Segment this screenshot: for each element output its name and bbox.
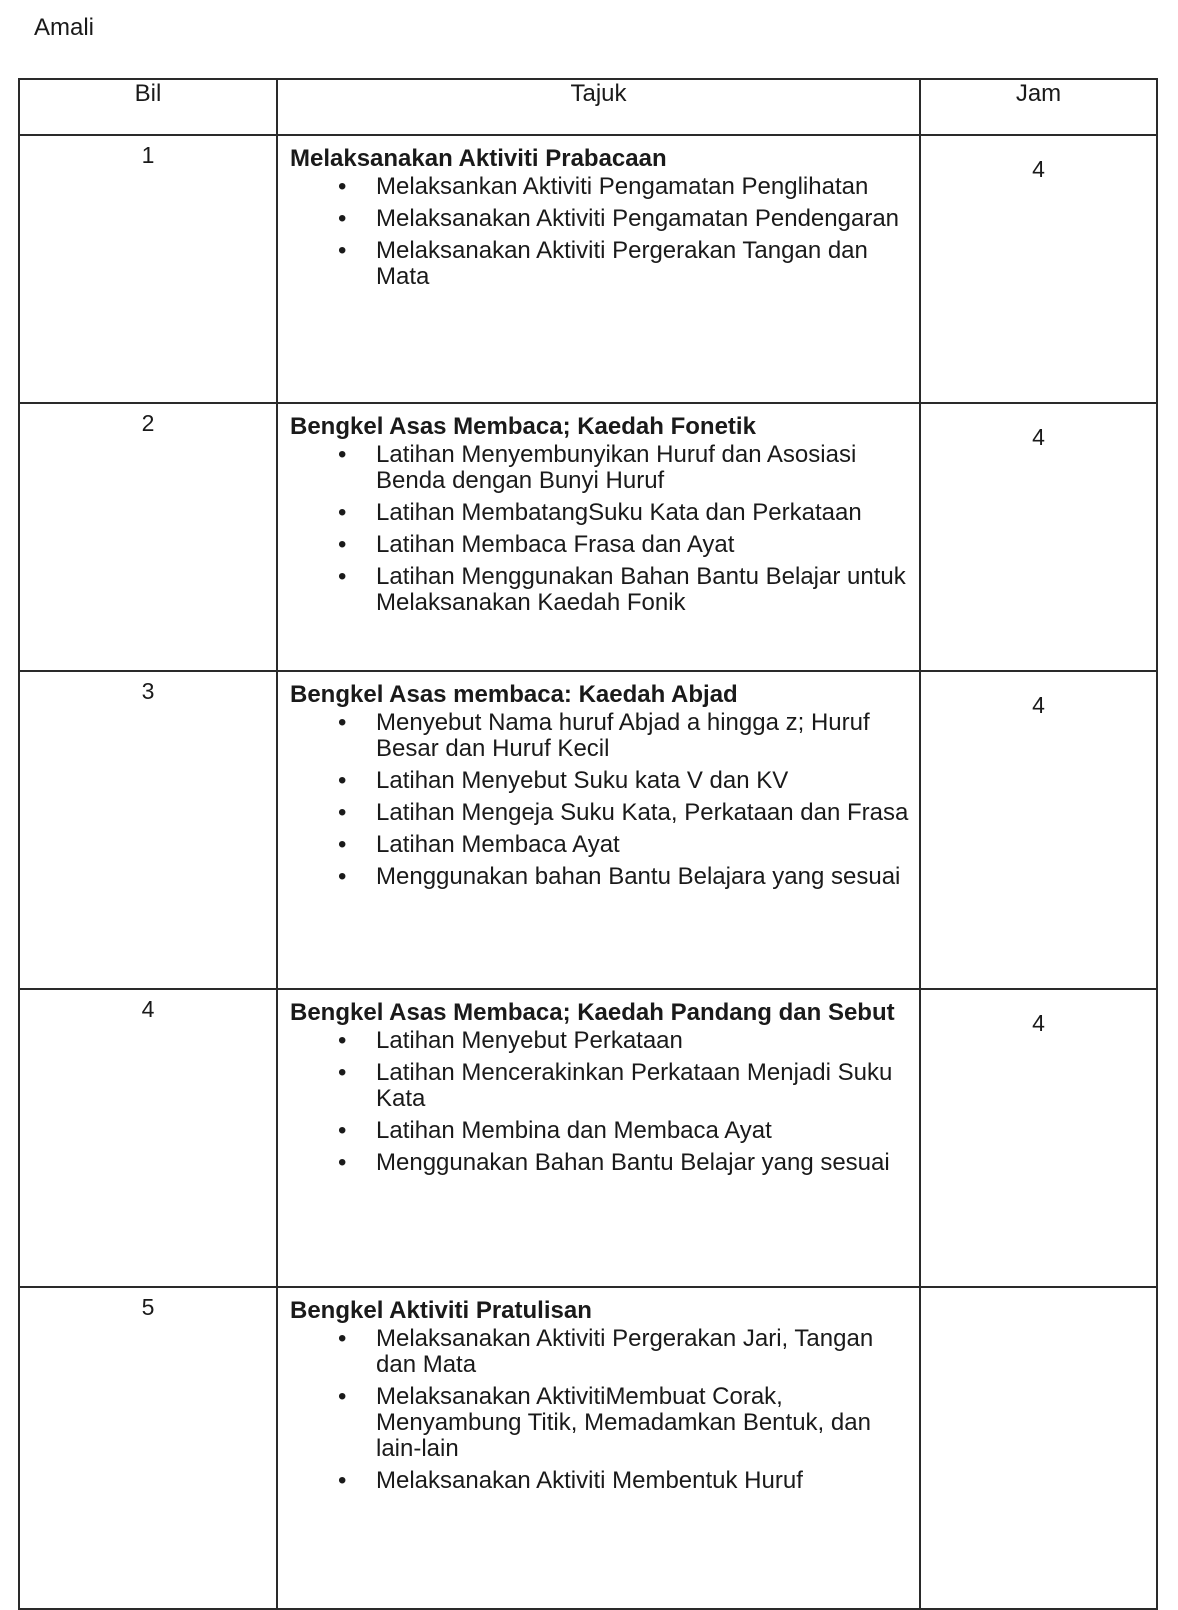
row-jam: 4	[920, 403, 1157, 671]
table-row	[19, 671, 1157, 989]
row-jam	[920, 1287, 1157, 1609]
amali-table	[18, 78, 1158, 1610]
table-row	[19, 135, 1157, 403]
activity-list	[290, 1028, 911, 1176]
topic-title: Melaksanakan Aktiviti Prabacaan	[290, 145, 667, 172]
topic-title: Bengkel Asas membaca: Kaedah Abjad	[290, 681, 738, 708]
list-item: • Latihan Mencerakinkan Perkataan Menjadi Suku Kata	[376, 1060, 911, 1112]
row-jam: 4	[920, 989, 1157, 1287]
activity-list	[290, 174, 911, 290]
list-item: • Latihan Membaca Frasa dan Ayat	[376, 532, 911, 558]
header-tajuk: Tajuk	[277, 79, 920, 135]
row-bil: 3	[19, 671, 277, 989]
table-row	[19, 1287, 1157, 1609]
list-item: • Melaksankan Aktiviti Pengamatan Penglihatan	[376, 174, 911, 200]
list-item: • Melaksanakan Aktiviti Pergerakan Tangan dan Mata	[376, 238, 911, 290]
row-tajuk	[277, 1287, 920, 1609]
list-item: • Latihan MembatangSuku Kata dan Perkataan	[376, 500, 911, 526]
header-bil: Bil	[19, 79, 277, 135]
row-jam: 4	[920, 671, 1157, 989]
topic-title: Bengkel Aktiviti Pratulisan	[290, 1297, 592, 1324]
list-item: • Melaksanakan Aktiviti Pengamatan Pendengaran	[376, 206, 911, 232]
list-item: • Menggunakan bahan Bantu Belajara yang sesuai	[376, 864, 911, 890]
activity-list	[290, 1326, 911, 1494]
list-item: • Latihan Membaca Ayat	[376, 832, 911, 858]
list-item: • Melaksanakan Aktiviti Pergerakan Jari, Tangan dan Mata	[376, 1326, 911, 1378]
table-header-row	[19, 79, 1157, 135]
row-bil: 1	[19, 135, 277, 403]
row-bil: 4	[19, 989, 277, 1287]
table-row	[19, 403, 1157, 671]
row-jam: 4	[920, 135, 1157, 403]
list-item: • Latihan Menyebut Suku kata V dan KV	[376, 768, 911, 794]
activity-list	[290, 442, 911, 616]
list-item: • Menggunakan Bahan Bantu Belajar yang sesuai	[376, 1150, 911, 1176]
row-bil: 2	[19, 403, 277, 671]
row-tajuk	[277, 989, 920, 1287]
list-item: • Melaksanakan AktivitiMembuat Corak, Menyambung Titik, Memadamkan Bentuk, dan lain-lain	[376, 1384, 911, 1462]
row-tajuk	[277, 403, 920, 671]
list-item: • Latihan Menggunakan Bahan Bantu Belajar untuk Melaksanakan Kaedah Fonik	[376, 564, 911, 616]
row-tajuk	[277, 135, 920, 403]
list-item: • Menyebut Nama huruf Abjad a hingga z; Huruf Besar dan Huruf Kecil	[376, 710, 911, 762]
list-item: • Latihan Membina dan Membaca Ayat	[376, 1118, 911, 1144]
list-item: • Latihan Mengeja Suku Kata, Perkataan dan Frasa	[376, 800, 911, 826]
activity-list	[290, 710, 911, 890]
header-jam: Jam	[920, 79, 1157, 135]
row-bil: 5	[19, 1287, 277, 1609]
topic-title: Bengkel Asas Membaca; Kaedah Pandang dan Sebut	[290, 999, 895, 1026]
list-item: • Latihan Menyembunyikan Huruf dan Asosiasi Benda dengan Bunyi Huruf	[376, 442, 911, 494]
list-item: • Melaksanakan Aktiviti Membentuk Huruf	[376, 1468, 911, 1494]
page-heading: Amali	[34, 14, 95, 41]
topic-title: Bengkel Asas Membaca; Kaedah Fonetik	[290, 413, 756, 440]
list-item: • Latihan Menyebut Perkataan	[376, 1028, 911, 1054]
row-tajuk	[277, 671, 920, 989]
table-row	[19, 989, 1157, 1287]
